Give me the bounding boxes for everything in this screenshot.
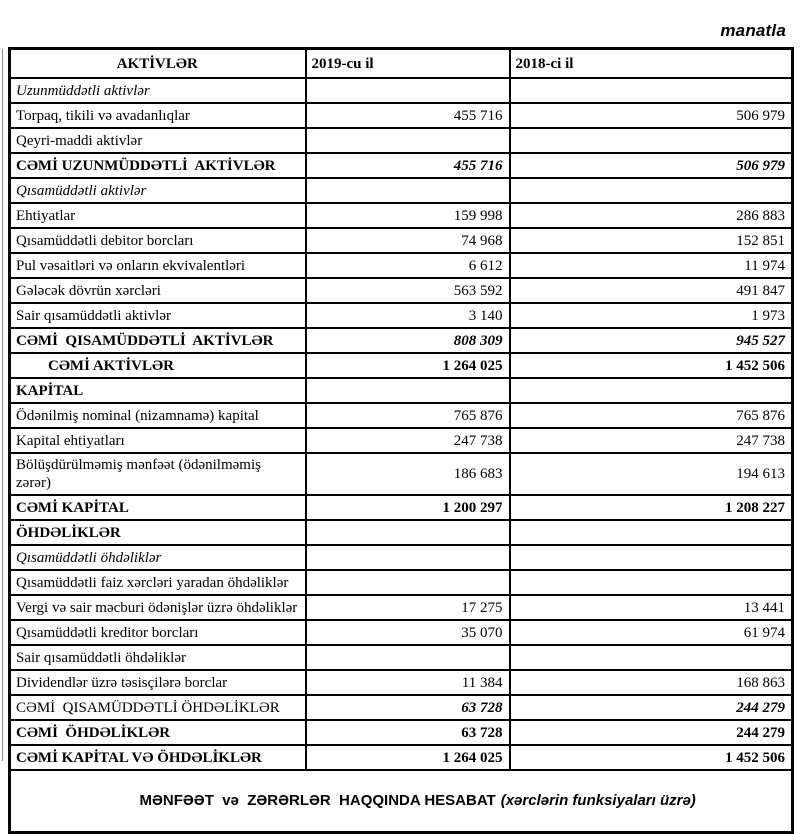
table-row [10, 453, 793, 495]
value-2019 [306, 520, 510, 545]
value-2018: 247 738 [510, 428, 793, 453]
value-2019: 455 716 [306, 103, 510, 128]
table-row [10, 103, 793, 128]
row-label: Ehtiyatlar [10, 203, 306, 228]
row-label: Uzunmüddətli aktivlər [10, 78, 306, 103]
value-2019: 1 264 025 [306, 353, 510, 378]
table-row [10, 203, 793, 228]
table-row [10, 78, 793, 103]
table-row [10, 128, 793, 153]
row-label: CƏMİ QISAMÜDDƏTLİ AKTİVLƏR [10, 328, 306, 353]
value-2019: 35 070 [306, 620, 510, 645]
value-2018: 491 847 [510, 278, 793, 303]
value-2019 [306, 128, 510, 153]
row-label: Sair qısamüddətli aktivlər [10, 303, 306, 328]
value-2018: 1 208 227 [510, 495, 793, 520]
row-label: Vergi və sair məcburi ödənişlər üzrə öhdəliklər [10, 595, 306, 620]
table-row [10, 595, 793, 620]
value-2018 [510, 645, 793, 670]
value-2018: 11 974 [510, 253, 793, 278]
table-row [10, 745, 793, 770]
column-header-2018: 2018-ci il [510, 49, 793, 79]
value-2018 [510, 128, 793, 153]
column-header-2019: 2019-cu il [306, 49, 510, 79]
value-2018: 1 452 506 [510, 745, 793, 770]
value-2018: 286 883 [510, 203, 793, 228]
value-2018: 1 452 506 [510, 353, 793, 378]
row-label: Qısamüddətli aktivlər [10, 178, 306, 203]
table-row [10, 178, 793, 203]
table-row [10, 153, 793, 178]
value-2019: 1 200 297 [306, 495, 510, 520]
value-2019: 455 716 [306, 153, 510, 178]
banner-main-text: MƏNFƏƏT və ZƏRƏRLƏR HAQQINDA HESABAT [139, 792, 496, 809]
table-row [10, 495, 793, 520]
value-2019 [306, 78, 510, 103]
row-label: CƏMİ KAPİTAL VƏ ÖHDƏLİKLƏR [10, 745, 306, 770]
table-row [10, 353, 793, 378]
table-row [10, 428, 793, 453]
value-2019: 63 728 [306, 695, 510, 720]
value-2018: 506 979 [510, 153, 793, 178]
table-row [10, 720, 793, 745]
row-label: Ödənilmiş nominal (nizamnamə) kapital [10, 403, 306, 428]
value-2019: 765 876 [306, 403, 510, 428]
table-row [10, 670, 793, 695]
value-2018: 194 613 [510, 453, 793, 495]
row-label: Qısamüddətli faiz xərcləri yaradan öhdəliklər [10, 570, 306, 595]
value-2019: 247 738 [306, 428, 510, 453]
table-row [10, 403, 793, 428]
value-2018: 506 979 [510, 103, 793, 128]
table-row [10, 303, 793, 328]
row-label: CƏMİ AKTİVLƏR [10, 353, 306, 378]
value-2018 [510, 378, 793, 403]
value-2019: 159 998 [306, 203, 510, 228]
table-row [10, 520, 793, 545]
row-label: CƏMİ KAPİTAL [10, 495, 306, 520]
value-2018 [510, 545, 793, 570]
table-row [10, 228, 793, 253]
table-body [10, 78, 793, 770]
value-2019: 1 264 025 [306, 745, 510, 770]
value-2019 [306, 378, 510, 403]
value-2019: 808 309 [306, 328, 510, 353]
row-label: Kapital ehtiyatları [10, 428, 306, 453]
table-row [10, 620, 793, 645]
footer-banner-row [10, 770, 793, 833]
value-2018: 765 876 [510, 403, 793, 428]
value-2018: 152 851 [510, 228, 793, 253]
row-label: Gələcək dövrün xərcləri [10, 278, 306, 303]
table-row [10, 253, 793, 278]
value-2018: 168 863 [510, 670, 793, 695]
table-row [10, 695, 793, 720]
table-header-row [10, 49, 793, 79]
value-2019: 6 612 [306, 253, 510, 278]
row-label: CƏMİ ÖHDƏLİKLƏR [10, 720, 306, 745]
value-2019 [306, 645, 510, 670]
value-2019: 17 275 [306, 595, 510, 620]
value-2019 [306, 178, 510, 203]
value-2018 [510, 78, 793, 103]
value-2019: 186 683 [306, 453, 510, 495]
table-row [10, 545, 793, 570]
row-label: Dividendlər üzrə təsisçilərə borclar [10, 670, 306, 695]
value-2018: 13 441 [510, 595, 793, 620]
value-2018 [510, 520, 793, 545]
table-row [10, 328, 793, 353]
balance-sheet-table [8, 47, 794, 834]
value-2019: 563 592 [306, 278, 510, 303]
value-2019: 63 728 [306, 720, 510, 745]
row-label: Bölüşdürülməmiş mənfəət (ödənilməmiş zərər) [10, 453, 306, 495]
row-label: Sair qısamüddətli öhdəliklər [10, 645, 306, 670]
scan-artifact-line [2, 49, 3, 761]
row-label: KAPİTAL [10, 378, 306, 403]
row-label: CƏMİ QISAMÜDDƏTLİ ÖHDƏLİKLƏR [10, 695, 306, 720]
currency-unit-label: manatla [720, 21, 786, 40]
value-2018: 244 279 [510, 695, 793, 720]
row-label: Pul vəsaitləri və onların ekvivalentləri [10, 253, 306, 278]
value-2018: 945 527 [510, 328, 793, 353]
row-label: Torpaq, tikili və avadanlıqlar [10, 103, 306, 128]
value-2018: 1 973 [510, 303, 793, 328]
value-2018: 244 279 [510, 720, 793, 745]
table-row [10, 570, 793, 595]
column-header-assets: AKTİVLƏR [10, 49, 306, 79]
value-2019: 74 968 [306, 228, 510, 253]
banner-detail-text: (xərclərin funksiyaları üzrə) [500, 792, 696, 809]
value-2018 [510, 570, 793, 595]
row-label: Qısamüddətli debitor borcları [10, 228, 306, 253]
value-2018 [510, 178, 793, 203]
table-row [10, 278, 793, 303]
row-label: Qeyri-maddi aktivlər [10, 128, 306, 153]
value-2019: 3 140 [306, 303, 510, 328]
income-statement-banner [10, 770, 793, 833]
value-2019: 11 384 [306, 670, 510, 695]
value-2019 [306, 570, 510, 595]
table-row [10, 378, 793, 403]
value-2019 [306, 545, 510, 570]
value-2018: 61 974 [510, 620, 793, 645]
table-row [10, 645, 793, 670]
row-label: Qısamüddətli kreditor borcları [10, 620, 306, 645]
row-label: CƏMİ UZUNMÜDDƏTLİ AKTİVLƏR [10, 153, 306, 178]
row-label: ÖHDƏLİKLƏR [10, 520, 306, 545]
row-label: Qısamüddətli öhdəliklər [10, 545, 306, 570]
